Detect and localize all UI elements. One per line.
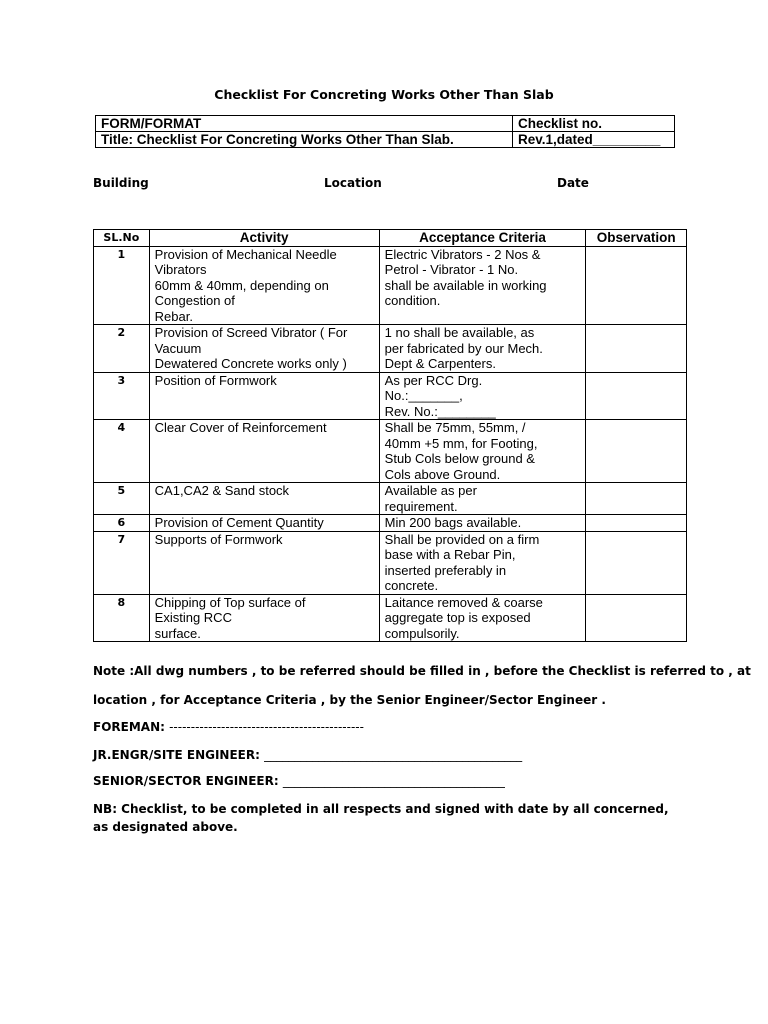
header-row-2 [96, 132, 675, 148]
row-acceptance-criteria [379, 531, 586, 594]
criteria-line: aggregate top is exposed [384, 610, 531, 625]
activity-line: Clear Cover of Reinforcement [154, 420, 327, 435]
row-acceptance-criteria [379, 483, 586, 515]
criteria-line: Shall be provided on a firm [384, 531, 540, 547]
row-acceptance-criteria [379, 420, 586, 483]
document-title: Checklist For Concreting Works Other Than Slab [214, 87, 554, 102]
form-format-label: FORM/FORMAT [96, 116, 513, 132]
activity-line: Existing RCC [154, 610, 232, 625]
date-label: Date [557, 176, 589, 190]
table-row [94, 531, 687, 594]
foreman-fill: --------------------------------------------- [169, 720, 364, 734]
activity-line: Position of Formwork [154, 372, 277, 388]
row-sl-no: 3 [94, 372, 150, 420]
criteria-line: Rev. No.:________ [384, 403, 496, 419]
criteria-line: inserted preferably in [384, 562, 507, 578]
table-row [94, 420, 687, 483]
row-activity [149, 246, 379, 325]
checklist-table [93, 229, 687, 642]
header-activity: Activity [149, 230, 379, 247]
criteria-line: concrete. [384, 578, 439, 593]
row-acceptance-criteria [379, 372, 586, 420]
row-activity [149, 420, 379, 483]
row-sl-no: 2 [94, 325, 150, 373]
activity-line: Vacuum [154, 340, 202, 356]
row-sl-no: 4 [94, 420, 150, 483]
criteria-line: Available as per [384, 483, 477, 498]
header-acceptance-criteria: Acceptance Criteria [379, 230, 586, 247]
criteria-line: Petrol - Vibrator - 1 No. [384, 262, 519, 277]
criteria-line: 40mm +5 mm, for Footing, [384, 435, 538, 451]
row-observation-field[interactable] [586, 483, 687, 515]
row-observation-field[interactable] [586, 594, 687, 642]
foreman-signature-line [93, 720, 364, 734]
activity-line: Rebar. [154, 308, 193, 324]
header-observation: Observation [586, 230, 687, 247]
activity-line: Provision of Cement Quantity [154, 515, 324, 530]
criteria-line: Shall be 75mm, 55mm, / [384, 420, 526, 435]
row-observation-field[interactable] [586, 372, 687, 420]
criteria-line: Laitance removed & coarse [384, 594, 543, 610]
row-sl-no: 7 [94, 531, 150, 594]
foreman-label: FOREMAN: [93, 720, 165, 734]
criteria-line: No.:_______, [384, 388, 463, 403]
criteria-line: As per RCC Drg. [384, 372, 483, 388]
table-row [94, 246, 687, 325]
checklist-body [94, 246, 687, 642]
note-line-2: location , for Acceptance Criteria , by the Senior Engineer/Sector Engineer . [93, 693, 606, 707]
senior-engineer-fill: _____________________________________ [282, 774, 505, 788]
row-acceptance-criteria [379, 246, 586, 325]
row-sl-no: 6 [94, 515, 150, 532]
row-observation-field[interactable] [586, 246, 687, 325]
table-row [94, 515, 687, 532]
row-sl-no: 8 [94, 594, 150, 642]
criteria-line: Dept & Carpenters. [384, 356, 496, 371]
criteria-line: base with a Rebar Pin, [384, 547, 516, 562]
row-activity [149, 325, 379, 373]
table-row [94, 594, 687, 642]
row-activity [149, 483, 379, 515]
table-row [94, 325, 687, 373]
criteria-line: per fabricated by our Mech. [384, 340, 543, 356]
note-line-1: Note :All dwg numbers , to be referred should be filled in , before the Checklist is referred to , at [93, 664, 751, 678]
activity-line: Provision of Screed Vibrator ( For [154, 325, 348, 340]
activity-line: Chipping of Top surface of [154, 594, 306, 610]
criteria-line: Electric Vibrators - 2 Nos & [384, 246, 541, 262]
row-activity [149, 372, 379, 420]
senior-engineer-label: SENIOR/SECTOR ENGINEER: [93, 774, 279, 788]
criteria-line: requirement. [384, 498, 458, 514]
senior-engineer-signature-line [93, 774, 505, 788]
table-header-row [94, 230, 687, 247]
activity-line: Congestion of [154, 293, 235, 308]
checklist-number-label: Checklist no. [513, 116, 675, 132]
header-row-1 [96, 116, 675, 132]
row-activity [149, 531, 379, 594]
criteria-line: Stub Cols below ground & [384, 451, 535, 466]
nb-note: NB: Checklist, to be completed in all respects and signed with date by all concerned, as designated above. [93, 802, 669, 834]
criteria-line: Min 200 bags available. [384, 515, 522, 530]
activity-line: Dewatered Concrete works only ) [154, 356, 347, 371]
activity-line: Provision of Mechanical Needle [154, 246, 337, 262]
activity-line: CA1,CA2 & Sand stock [154, 483, 290, 498]
building-label: Building [93, 176, 149, 190]
criteria-line: shall be available in working [384, 277, 547, 293]
jr-engineer-label: JR.ENGR/SITE ENGINEER: [93, 748, 260, 762]
row-acceptance-criteria [379, 515, 586, 532]
criteria-line: Cols above Ground. [384, 466, 501, 482]
table-row [94, 483, 687, 515]
row-activity [149, 594, 379, 642]
criteria-line: compulsorily. [384, 625, 460, 641]
form-header-table [95, 115, 675, 148]
row-sl-no: 5 [94, 483, 150, 515]
row-acceptance-criteria [379, 325, 586, 373]
activity-line: Supports of Formwork [154, 531, 283, 547]
jr-engineer-fill: ___________________________________________ [264, 748, 523, 762]
header-sl-no: SL.No [94, 230, 150, 247]
activity-line: surface. [154, 625, 201, 641]
row-activity [149, 515, 379, 532]
row-acceptance-criteria [379, 594, 586, 642]
revision-field: Rev.1,dated_________ [513, 132, 675, 148]
row-observation-field[interactable] [586, 420, 687, 483]
activity-line: Vibrators [154, 262, 207, 277]
row-sl-no: 1 [94, 246, 150, 325]
criteria-line: condition. [384, 293, 441, 308]
row-observation-field[interactable] [586, 531, 687, 594]
criteria-line: 1 no shall be available, as [384, 325, 535, 340]
row-observation-field[interactable] [586, 515, 687, 532]
row-observation-field[interactable] [586, 325, 687, 373]
jr-engineer-signature-line [93, 748, 522, 762]
activity-line: 60mm & 40mm, depending on [154, 277, 329, 293]
form-title-line: Title: Checklist For Concreting Works Other Than Slab. [96, 132, 513, 148]
table-row [94, 372, 687, 420]
location-label: Location [324, 176, 382, 190]
